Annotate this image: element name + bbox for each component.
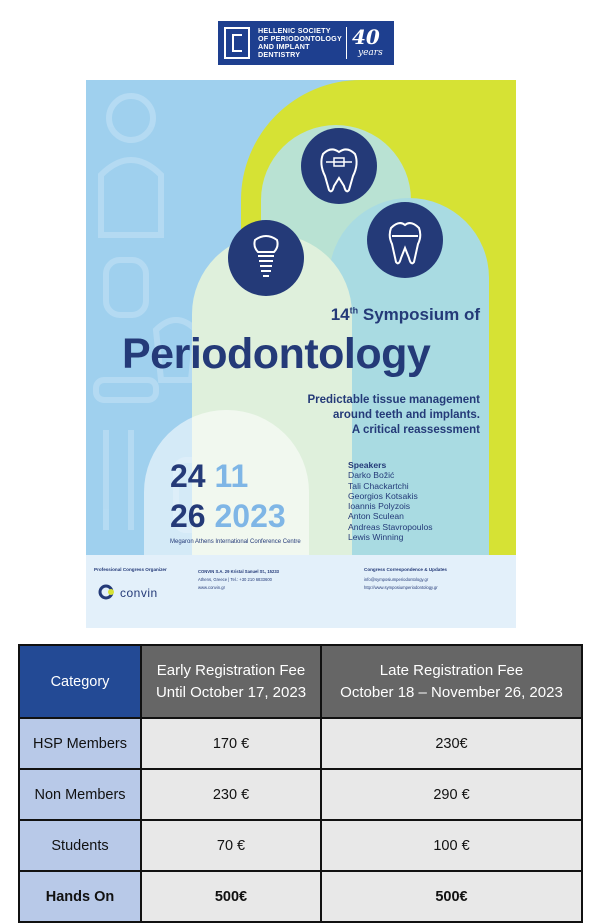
row-early-fee: 70 € — [141, 820, 321, 871]
row-early-fee: 500€ — [141, 871, 321, 922]
registration-fee-table — [18, 644, 583, 923]
speakers-list: Speakers Darko Božić Tali Chackartchi Georgios Kotsakis Ioannis Polyzois Anton Sculean Andreas Stavropoulos Lewis Winning — [348, 460, 433, 543]
poster-footer — [86, 555, 516, 628]
speaker: Tali Chackartchi — [348, 480, 409, 491]
venue: Megaron Athens International Conference Centre — [170, 539, 301, 545]
correspondence-email: info@symposiumperiodontology.gr — [364, 577, 429, 582]
row-early-fee: 230 € — [141, 769, 321, 820]
table-header-row — [19, 645, 582, 718]
pco-label: Professional Congress Organizer — [94, 567, 167, 572]
correspondence-label: Congress Correspondence & Updates — [364, 567, 447, 572]
poster-title: Periodontology — [122, 330, 431, 378]
speaker: Andreas Stavropoulos — [348, 521, 433, 532]
row-late-fee: 500€ — [321, 871, 582, 922]
poster-artwork — [86, 80, 516, 555]
symposium-edition: 14th Symposium of — [330, 305, 480, 324]
poster-subtitle: Predictable tissue management around teeth and implants. A critical reassessment — [307, 394, 480, 436]
society-name: HELLENIC SOCIETY OF PERIODONTOLOGY AND IMPLANT DENTISTRY — [258, 26, 342, 59]
anniversary-years: years — [358, 48, 383, 58]
pco-name: convin — [120, 586, 158, 600]
speaker: Ioannis Polyzois — [348, 501, 411, 512]
row-category: Hands On — [19, 871, 141, 922]
logo-divider — [346, 27, 347, 59]
row-category: HSP Members — [19, 718, 141, 769]
row-late-fee: 100 € — [321, 820, 582, 871]
row-late-fee: 230€ — [321, 718, 582, 769]
anniversary-number: 40 — [352, 25, 380, 49]
header-early-fee: Early Registration Fee Until October 17, 2023 — [141, 645, 321, 718]
row-category: Students — [19, 820, 141, 871]
tooth-braces-icon — [301, 128, 377, 204]
dental-implant-icon — [228, 220, 304, 296]
table-row — [19, 871, 582, 922]
row-late-fee: 290 € — [321, 769, 582, 820]
pco-phone: Athens, Greece | Tel.: +30 210 6833600 — [198, 577, 272, 582]
table-row — [19, 820, 582, 871]
header-category: Category — [19, 645, 141, 718]
society-logo — [218, 21, 394, 65]
speaker: Lewis Winning — [348, 532, 404, 543]
speaker: Anton Sculean — [348, 511, 404, 522]
convin-logo-icon — [98, 584, 118, 600]
pco-website: www.convin.gr — [198, 585, 225, 590]
society-emblem-icon — [224, 27, 250, 59]
date-start: 24 11 — [170, 458, 249, 494]
tooth-crown-icon — [367, 202, 443, 278]
correspondence-website: http://www.symposiumperiodontology.gr — [364, 585, 438, 590]
header-late-fee: Late Registration Fee October 18 – November 26, 2023 — [321, 645, 582, 718]
date-end: 26 2023 — [170, 498, 286, 534]
pco-address: CONVIN S.A. 29 Kristal Sanuel St., 15233 — [198, 569, 279, 574]
row-category: Non Members — [19, 769, 141, 820]
row-early-fee: 170 € — [141, 718, 321, 769]
table-row — [19, 769, 582, 820]
speaker: Darko Božić — [348, 470, 395, 481]
speaker: Georgios Kotsakis — [348, 490, 418, 501]
symposium-poster — [86, 80, 516, 628]
table-row — [19, 718, 582, 769]
